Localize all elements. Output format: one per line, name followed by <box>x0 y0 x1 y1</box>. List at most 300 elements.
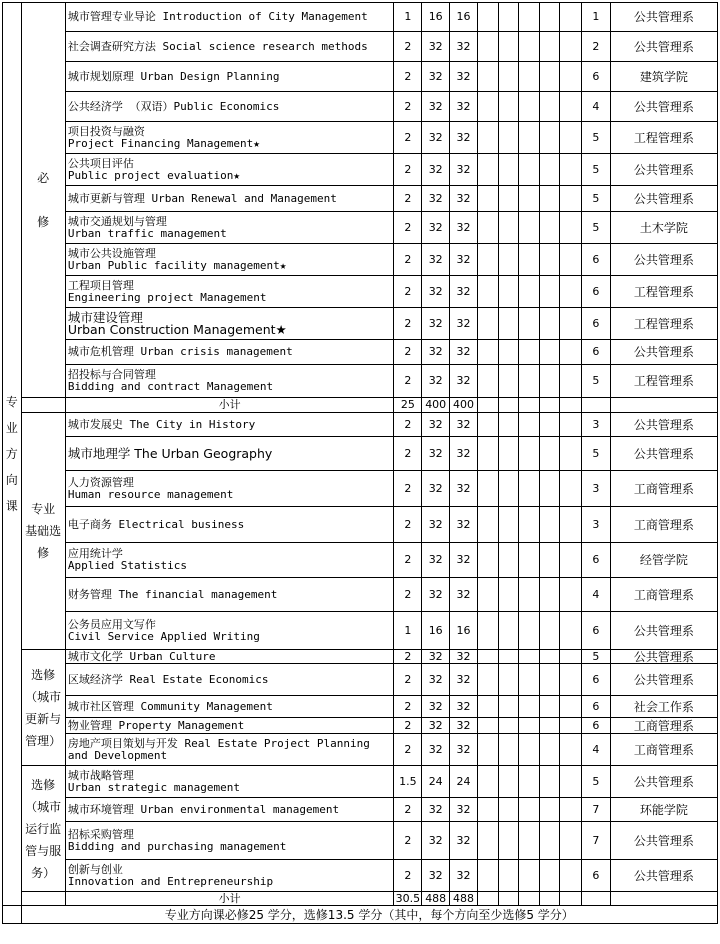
empty-cell <box>560 507 582 543</box>
credits-cell: 2 <box>394 860 422 892</box>
empty-cell <box>539 3 560 32</box>
hours-cell: 32 <box>422 507 450 543</box>
empty-cell <box>477 822 498 860</box>
department-cell: 公共管理系 <box>610 664 717 696</box>
empty-cell <box>581 398 610 413</box>
empty-cell <box>498 92 519 122</box>
table-row <box>3 766 718 798</box>
empty-cell <box>539 398 560 413</box>
lecture-hours-cell: 32 <box>450 413 478 437</box>
credits-cell: 2 <box>394 798 422 822</box>
table-row <box>3 664 718 696</box>
course-name-cell: 应用统计学 Applied Statistics <box>65 543 394 578</box>
empty-cell <box>519 154 540 186</box>
subtotal-row <box>3 398 718 413</box>
hours-cell: 32 <box>422 437 450 471</box>
empty-cell <box>539 62 560 92</box>
semester-cell: 7 <box>581 822 610 860</box>
course-name-cell: 工程项目管理 Engineering project Management <box>65 276 394 308</box>
hours-cell: 32 <box>422 212 450 244</box>
empty-cell <box>3 906 22 924</box>
department-cell: 环能学院 <box>610 798 717 822</box>
lecture-hours-cell: 32 <box>450 734 478 766</box>
table-row <box>3 92 718 122</box>
empty-cell <box>560 398 582 413</box>
hours-cell: 32 <box>422 822 450 860</box>
empty-cell <box>519 892 540 906</box>
empty-cell <box>519 3 540 32</box>
credits-cell: 2 <box>394 696 422 718</box>
table-row <box>3 718 718 734</box>
course-name-cell: 区域经济学 Real Estate Economics <box>65 664 394 696</box>
lecture-hours-cell: 24 <box>450 766 478 798</box>
group-label-cell: 必 修 <box>21 3 65 398</box>
hours-cell: 32 <box>422 276 450 308</box>
empty-cell <box>560 664 582 696</box>
empty-cell <box>519 664 540 696</box>
empty-cell <box>539 822 560 860</box>
empty-cell <box>498 62 519 92</box>
department-cell: 工商管理系 <box>610 578 717 612</box>
course-name-cell: 城市建设管理 Urban Construction Management★ <box>65 308 394 340</box>
lecture-hours-cell: 32 <box>450 718 478 734</box>
empty-cell <box>519 798 540 822</box>
semester-cell: 5 <box>581 650 610 664</box>
credits-cell: 2 <box>394 822 422 860</box>
course-name-cell: 城市交通规划与管理 Urban traffic management <box>65 212 394 244</box>
credits-cell: 2 <box>394 578 422 612</box>
lecture-hours-cell: 32 <box>450 664 478 696</box>
empty-cell <box>21 398 65 413</box>
lecture-hours-cell: 32 <box>450 507 478 543</box>
empty-cell <box>560 276 582 308</box>
hours-cell: 32 <box>422 650 450 664</box>
lecture-hours-cell: 32 <box>450 471 478 507</box>
empty-cell <box>477 276 498 308</box>
table-row <box>3 308 718 340</box>
empty-cell <box>560 340 582 365</box>
empty-cell <box>560 578 582 612</box>
empty-cell <box>560 212 582 244</box>
empty-cell <box>498 244 519 276</box>
empty-cell <box>539 437 560 471</box>
hours-cell: 32 <box>422 664 450 696</box>
credits-cell: 1 <box>394 3 422 32</box>
empty-cell <box>519 578 540 612</box>
group-label-cell: 选修 （城市 运行监 管与服 务） <box>21 766 65 892</box>
lecture-hours-cell: 32 <box>450 212 478 244</box>
semester-cell: 6 <box>581 860 610 892</box>
empty-cell <box>539 365 560 398</box>
semester-cell: 6 <box>581 244 610 276</box>
table-row <box>3 32 718 62</box>
hours-cell: 32 <box>422 860 450 892</box>
empty-cell <box>498 276 519 308</box>
course-name-cell: 项目投资与融资 Project Financing Management★ <box>65 122 394 154</box>
empty-cell <box>519 696 540 718</box>
empty-cell <box>539 696 560 718</box>
lecture-hours-cell: 32 <box>450 365 478 398</box>
hours-cell: 32 <box>422 154 450 186</box>
credits-cell: 2 <box>394 244 422 276</box>
empty-cell <box>519 860 540 892</box>
empty-cell <box>539 664 560 696</box>
table-row <box>3 650 718 664</box>
empty-cell <box>477 340 498 365</box>
empty-cell <box>539 212 560 244</box>
hours-cell: 32 <box>422 471 450 507</box>
empty-cell <box>519 650 540 664</box>
department-cell: 公共管理系 <box>610 766 717 798</box>
empty-cell <box>539 718 560 734</box>
lecture-hours-cell: 32 <box>450 92 478 122</box>
empty-cell <box>519 340 540 365</box>
table-row <box>3 244 718 276</box>
empty-cell <box>477 578 498 612</box>
department-cell: 建筑学院 <box>610 62 717 92</box>
group-label-cell: 专业 基础选 修 <box>21 413 65 650</box>
empty-cell <box>498 718 519 734</box>
empty-cell <box>498 650 519 664</box>
department-cell: 公共管理系 <box>610 3 717 32</box>
credits-cell: 2 <box>394 365 422 398</box>
empty-cell <box>560 860 582 892</box>
table-row <box>3 798 718 822</box>
empty-cell <box>477 365 498 398</box>
footer-note-cell: 专业方向课必修25 学分，选修13.5 学分（其中，每个方向至少选修5 学分） <box>21 906 717 924</box>
subtotal-row <box>3 892 718 906</box>
empty-cell <box>560 612 582 650</box>
empty-cell <box>498 122 519 154</box>
empty-cell <box>477 798 498 822</box>
empty-cell <box>539 32 560 62</box>
credits-cell: 2 <box>394 507 422 543</box>
course-name-cell: 城市文化学 Urban Culture <box>65 650 394 664</box>
group-label-cell: 选修 （城市 更新与 管理） <box>21 650 65 766</box>
hours-cell: 32 <box>422 62 450 92</box>
empty-cell <box>477 696 498 718</box>
semester-cell: 6 <box>581 664 610 696</box>
semester-cell: 3 <box>581 471 610 507</box>
department-cell: 公共管理系 <box>610 612 717 650</box>
empty-cell <box>539 308 560 340</box>
semester-cell: 6 <box>581 718 610 734</box>
department-cell: 工程管理系 <box>610 308 717 340</box>
empty-cell <box>539 612 560 650</box>
empty-cell <box>477 122 498 154</box>
empty-cell <box>498 766 519 798</box>
empty-cell <box>477 398 498 413</box>
empty-cell <box>477 543 498 578</box>
empty-cell <box>477 32 498 62</box>
department-cell: 公共管理系 <box>610 413 717 437</box>
empty-cell <box>477 766 498 798</box>
course-name-cell: 人力资源管理 Human resource management <box>65 471 394 507</box>
credits-cell: 1 <box>394 612 422 650</box>
credits-cell: 2 <box>394 650 422 664</box>
course-name-cell: 物业管理 Property Management <box>65 718 394 734</box>
empty-cell <box>560 308 582 340</box>
empty-cell <box>498 860 519 892</box>
lecture-hours-cell: 32 <box>450 154 478 186</box>
footer-row <box>3 906 718 924</box>
empty-cell <box>498 32 519 62</box>
empty-cell <box>519 276 540 308</box>
hours-cell: 32 <box>422 244 450 276</box>
empty-cell <box>498 437 519 471</box>
lecture-hours-cell: 32 <box>450 578 478 612</box>
empty-cell <box>519 308 540 340</box>
semester-cell: 3 <box>581 413 610 437</box>
empty-cell <box>539 543 560 578</box>
empty-cell <box>477 186 498 212</box>
hours-cell: 16 <box>422 612 450 650</box>
hours-cell: 32 <box>422 798 450 822</box>
empty-cell <box>477 154 498 186</box>
lecture-hours-cell: 32 <box>450 122 478 154</box>
empty-cell <box>560 543 582 578</box>
course-name-cell: 城市管理专业导论 Introduction of City Management <box>65 3 394 32</box>
semester-cell: 5 <box>581 186 610 212</box>
credits-cell: 2 <box>394 413 422 437</box>
empty-cell <box>560 32 582 62</box>
table-row <box>3 154 718 186</box>
credits-cell: 1.5 <box>394 766 422 798</box>
hours-cell: 32 <box>422 92 450 122</box>
table-row <box>3 543 718 578</box>
empty-cell <box>519 62 540 92</box>
credits-cell: 2 <box>394 308 422 340</box>
department-cell: 经管学院 <box>610 543 717 578</box>
department-cell: 工程管理系 <box>610 365 717 398</box>
semester-cell: 6 <box>581 543 610 578</box>
hours-cell: 32 <box>422 122 450 154</box>
department-cell: 公共管理系 <box>610 437 717 471</box>
course-name-cell: 公务员应用文写作 Civil Service Applied Writing <box>65 612 394 650</box>
empty-cell <box>498 892 519 906</box>
empty-cell <box>498 340 519 365</box>
empty-cell <box>560 471 582 507</box>
course-table <box>2 2 718 924</box>
course-name-cell: 公共经济学 （双语）Public Economics <box>65 92 394 122</box>
empty-cell <box>498 612 519 650</box>
empty-cell <box>539 276 560 308</box>
empty-cell <box>560 244 582 276</box>
empty-cell <box>519 507 540 543</box>
semester-cell: 6 <box>581 308 610 340</box>
semester-cell: 5 <box>581 212 610 244</box>
empty-cell <box>519 244 540 276</box>
lecture-hours-cell: 32 <box>450 186 478 212</box>
empty-cell <box>539 92 560 122</box>
subtotal-hours-cell: 488 <box>422 892 450 906</box>
empty-cell <box>477 92 498 122</box>
semester-cell: 5 <box>581 766 610 798</box>
semester-cell: 4 <box>581 734 610 766</box>
semester-cell: 5 <box>581 122 610 154</box>
department-cell: 公共管理系 <box>610 32 717 62</box>
empty-cell <box>539 892 560 906</box>
empty-cell <box>560 822 582 860</box>
empty-cell <box>477 507 498 543</box>
credits-cell: 2 <box>394 734 422 766</box>
department-cell: 土木学院 <box>610 212 717 244</box>
empty-cell <box>519 122 540 154</box>
empty-cell <box>539 650 560 664</box>
subtotal-credits-cell: 25 <box>394 398 422 413</box>
department-cell: 社会工作系 <box>610 696 717 718</box>
department-cell: 公共管理系 <box>610 186 717 212</box>
course-name-cell: 电子商务 Electrical business <box>65 507 394 543</box>
credits-cell: 2 <box>394 664 422 696</box>
hours-cell: 32 <box>422 543 450 578</box>
empty-cell <box>498 3 519 32</box>
empty-cell <box>560 437 582 471</box>
subtotal-label-cell: 小计 <box>65 398 394 413</box>
empty-cell <box>560 186 582 212</box>
empty-cell <box>539 734 560 766</box>
semester-cell: 3 <box>581 507 610 543</box>
hours-cell: 32 <box>422 32 450 62</box>
lecture-hours-cell: 32 <box>450 822 478 860</box>
credits-cell: 2 <box>394 718 422 734</box>
lecture-hours-cell: 16 <box>450 612 478 650</box>
semester-cell: 1 <box>581 3 610 32</box>
empty-cell <box>519 212 540 244</box>
lecture-hours-cell: 32 <box>450 798 478 822</box>
empty-cell <box>539 766 560 798</box>
lecture-hours-cell: 32 <box>450 32 478 62</box>
credits-cell: 2 <box>394 471 422 507</box>
empty-cell <box>477 244 498 276</box>
empty-cell <box>581 892 610 906</box>
empty-cell <box>498 212 519 244</box>
table-row <box>3 860 718 892</box>
semester-cell: 6 <box>581 612 610 650</box>
subtotal-lecture-cell: 488 <box>450 892 478 906</box>
empty-cell <box>477 860 498 892</box>
hours-cell: 32 <box>422 340 450 365</box>
department-cell: 公共管理系 <box>610 92 717 122</box>
semester-cell: 2 <box>581 32 610 62</box>
course-name-cell: 社会调查研究方法 Social science research methods <box>65 32 394 62</box>
lecture-hours-cell: 32 <box>450 860 478 892</box>
lecture-hours-cell: 32 <box>450 244 478 276</box>
lecture-hours-cell: 32 <box>450 437 478 471</box>
empty-cell <box>519 766 540 798</box>
credits-cell: 2 <box>394 437 422 471</box>
subtotal-lecture-cell: 400 <box>450 398 478 413</box>
empty-cell <box>560 92 582 122</box>
course-name-cell: 城市战略管理 Urban strategic management <box>65 766 394 798</box>
semester-cell: 5 <box>581 437 610 471</box>
table-row <box>3 365 718 398</box>
department-cell: 工商管理系 <box>610 718 717 734</box>
empty-cell <box>519 612 540 650</box>
empty-cell <box>519 734 540 766</box>
course-name-cell: 公共项目评估 Public project evaluation★ <box>65 154 394 186</box>
empty-cell <box>539 154 560 186</box>
empty-cell <box>498 398 519 413</box>
empty-cell <box>477 212 498 244</box>
table-row <box>3 471 718 507</box>
empty-cell <box>477 471 498 507</box>
empty-cell <box>477 413 498 437</box>
semester-cell: 7 <box>581 798 610 822</box>
lecture-hours-cell: 32 <box>450 340 478 365</box>
empty-cell <box>519 92 540 122</box>
hours-cell: 32 <box>422 578 450 612</box>
subtotal-hours-cell: 400 <box>422 398 450 413</box>
empty-cell <box>519 543 540 578</box>
empty-cell <box>519 32 540 62</box>
department-cell: 工程管理系 <box>610 122 717 154</box>
table-row <box>3 507 718 543</box>
empty-cell <box>498 154 519 186</box>
course-name-cell: 城市危机管理 Urban crisis management <box>65 340 394 365</box>
table-row <box>3 122 718 154</box>
semester-cell: 5 <box>581 365 610 398</box>
table-row <box>3 822 718 860</box>
table-row <box>3 734 718 766</box>
top-category-cell: 专 业 方 向 课 <box>3 3 22 906</box>
empty-cell <box>498 696 519 718</box>
empty-cell <box>539 578 560 612</box>
hours-cell: 32 <box>422 413 450 437</box>
department-cell: 公共管理系 <box>610 822 717 860</box>
empty-cell <box>610 892 717 906</box>
empty-cell <box>539 122 560 154</box>
empty-cell <box>539 471 560 507</box>
department-cell: 公共管理系 <box>610 340 717 365</box>
lecture-hours-cell: 32 <box>450 62 478 92</box>
empty-cell <box>519 413 540 437</box>
empty-cell <box>560 122 582 154</box>
lecture-hours-cell: 32 <box>450 696 478 718</box>
department-cell: 公共管理系 <box>610 650 717 664</box>
empty-cell <box>560 154 582 186</box>
empty-cell <box>498 578 519 612</box>
course-name-cell: 创新与创业 Innovation and Entrepreneurship <box>65 860 394 892</box>
hours-cell: 32 <box>422 696 450 718</box>
course-name-cell: 城市公共设施管理 Urban Public facility management★ <box>65 244 394 276</box>
table-row <box>3 276 718 308</box>
empty-cell <box>477 437 498 471</box>
semester-cell: 6 <box>581 696 610 718</box>
empty-cell <box>539 860 560 892</box>
department-cell: 工程管理系 <box>610 276 717 308</box>
empty-cell <box>519 398 540 413</box>
semester-cell: 6 <box>581 340 610 365</box>
credits-cell: 2 <box>394 92 422 122</box>
course-name-cell: 招标采购管理 Bidding and purchasing management <box>65 822 394 860</box>
semester-cell: 4 <box>581 578 610 612</box>
empty-cell <box>539 507 560 543</box>
empty-cell <box>21 892 65 906</box>
credits-cell: 2 <box>394 276 422 308</box>
empty-cell <box>498 186 519 212</box>
course-name-cell: 城市环境管理 Urban environmental management <box>65 798 394 822</box>
table-row <box>3 3 718 32</box>
credits-cell: 2 <box>394 340 422 365</box>
table-row <box>3 212 718 244</box>
empty-cell <box>477 62 498 92</box>
credits-cell: 2 <box>394 122 422 154</box>
department-cell: 工商管理系 <box>610 734 717 766</box>
course-name-cell: 房地产项目策划与开发 Real Estate Project Planning and Development <box>65 734 394 766</box>
table-row <box>3 62 718 92</box>
lecture-hours-cell: 16 <box>450 3 478 32</box>
